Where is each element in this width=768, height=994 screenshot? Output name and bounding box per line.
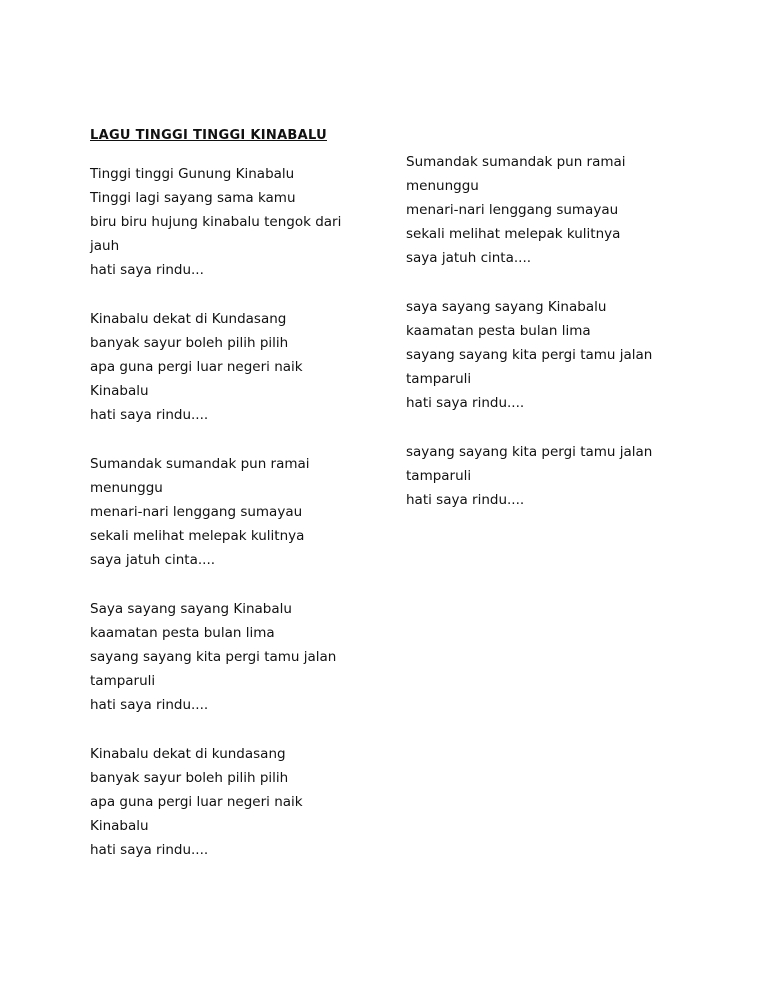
lyric-line: hati saya rindu.... bbox=[90, 842, 209, 858]
lyric-line: hati saya rindu.... bbox=[90, 407, 209, 423]
lyric-line: tamparuli bbox=[406, 371, 472, 387]
lyric-line: kaamatan pesta bulan lima bbox=[90, 625, 275, 641]
lyric-line: sayang sayang kita pergi tamu jalan bbox=[406, 347, 653, 363]
lyric-line: Sumandak sumandak pun ramai bbox=[90, 456, 310, 472]
lyric-line: menunggu bbox=[90, 480, 163, 496]
left-stanza-2 bbox=[90, 307, 365, 427]
right-stanza-1 bbox=[406, 150, 676, 270]
lyric-line: apa guna pergi luar negeri naik bbox=[90, 359, 303, 375]
lyric-line: menari-nari lenggang sumayau bbox=[406, 202, 619, 218]
lyric-line: jauh bbox=[90, 238, 120, 254]
lyric-line: Kinabalu dekat di kundasang bbox=[90, 746, 286, 762]
song-title: LAGU TINGGI TINGGI KINABALU bbox=[90, 128, 327, 143]
lyric-line: Saya sayang sayang Kinabalu bbox=[90, 601, 292, 617]
left-stanza-3 bbox=[90, 452, 365, 572]
lyric-line: hati saya rindu.... bbox=[406, 395, 525, 411]
left-stanza-4 bbox=[90, 597, 365, 717]
lyric-line: Kinabalu dekat di Kundasang bbox=[90, 311, 287, 327]
lyric-line: sayang sayang kita pergi tamu jalan bbox=[90, 649, 337, 665]
lyric-line: banyak sayur boleh pilih pilih bbox=[90, 770, 289, 786]
lyric-line: tamparuli bbox=[406, 468, 472, 484]
lyric-line: tamparuli bbox=[90, 673, 156, 689]
lyric-line: hati saya rindu... bbox=[90, 262, 204, 278]
lyric-line: Kinabalu bbox=[90, 818, 149, 834]
lyric-line: menunggu bbox=[406, 178, 479, 194]
lyric-line: Kinabalu bbox=[90, 383, 149, 399]
lyric-line: sayang sayang kita pergi tamu jalan bbox=[406, 444, 653, 460]
lyric-line: biru biru hujung kinabalu tengok dari bbox=[90, 214, 342, 230]
lyric-line: Tinggi lagi sayang sama kamu bbox=[90, 190, 296, 206]
lyric-line: kaamatan pesta bulan lima bbox=[406, 323, 591, 339]
lyric-line: saya sayang sayang Kinabalu bbox=[406, 299, 607, 315]
lyric-line: apa guna pergi luar negeri naik bbox=[90, 794, 303, 810]
lyric-line: sekali melihat melepak kulitnya bbox=[90, 528, 305, 544]
lyric-line: hati saya rindu.... bbox=[90, 697, 209, 713]
lyric-line: saya jatuh cinta.... bbox=[90, 552, 216, 568]
lyric-line: menari-nari lenggang sumayau bbox=[90, 504, 303, 520]
left-stanza-1 bbox=[90, 162, 365, 282]
lyric-line: hati saya rindu.... bbox=[406, 492, 525, 508]
lyric-line: Tinggi tinggi Gunung Kinabalu bbox=[90, 166, 295, 182]
lyric-line: saya jatuh cinta.... bbox=[406, 250, 532, 266]
right-stanza-3 bbox=[406, 440, 676, 512]
lyric-line: sekali melihat melepak kulitnya bbox=[406, 226, 621, 242]
right-stanza-2 bbox=[406, 295, 676, 415]
lyric-line: banyak sayur boleh pilih pilih bbox=[90, 335, 289, 351]
lyric-line: Sumandak sumandak pun ramai bbox=[406, 154, 626, 170]
left-stanza-5 bbox=[90, 742, 365, 862]
